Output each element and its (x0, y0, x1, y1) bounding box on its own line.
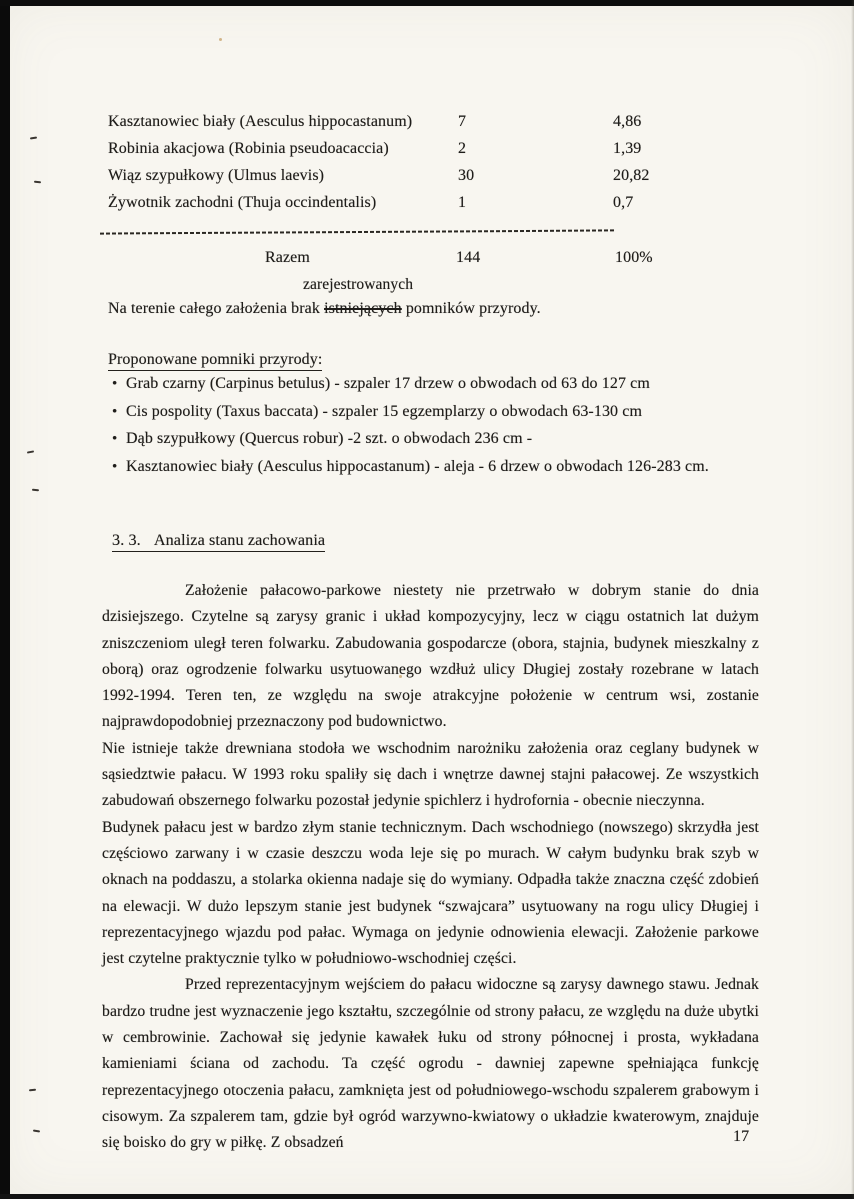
margin-mark (33, 1130, 40, 1133)
proposed-monuments-heading: Proponowane pomniki przyrody: (108, 351, 322, 371)
margin-mark (34, 181, 41, 184)
species-name: Robinia akacjowa (Robinia pseudoacaccia) (108, 140, 389, 157)
section-title: Analiza stanu zachowania (153, 531, 326, 549)
bullet-icon: • (112, 431, 118, 448)
list-item-text: Dąb szypułkowy (Quercus robur) -2 szt. o obwodach 236 cm - (126, 430, 533, 448)
margin-mark (30, 137, 37, 140)
registered-note-sentence (108, 300, 541, 318)
section-number: 3. 3. (112, 531, 141, 549)
margin-mark (29, 1089, 36, 1092)
bullet-icon: • (112, 376, 118, 392)
total-percent: 100% (615, 249, 653, 266)
table-row (108, 167, 728, 194)
strikethrough-word: istniejących (324, 300, 402, 317)
species-percent: 4,86 (613, 113, 642, 130)
bullet-icon: • (112, 403, 118, 420)
species-table (108, 113, 728, 221)
inserted-correction-word: zarejestrowanych (303, 276, 414, 293)
list-item-text: Cis pospolity (Taxus baccata) - szpaler 15 egzemplarzy o obwodach 63-130 cm (126, 402, 642, 420)
list-item (112, 403, 772, 431)
list-item-text: Kasztanowiec biały (Aesculus hippocastanum) - aleja - 6 drzew o obwodach 126-283 cm. (126, 457, 709, 475)
species-name: Kasztanowiec biały (Aesculus hippocastanum) (108, 113, 413, 130)
species-count: 7 (458, 113, 467, 130)
section-heading (112, 531, 325, 552)
margin-mark (27, 450, 34, 453)
section-body (102, 578, 759, 1157)
species-percent: 0,7 (613, 194, 634, 211)
paragraph: Budynek pałacu jest w bardzo złym stanie technicznym. Dach wschodniego (nowszego) skrzydła jest częściowo zarwany i w czasie deszczu woda leje się po murach. W całym budynku brak szyb w oknach na poddaszu, a stolarka okienna nadaje się do wymiany. Odpadła także znaczna część zdobień na elewacji. W dużo lepszym stanie jest budynek “szwajcara” usytuowany na rogu ulicy Długiej i reprezentacyjnego wjazdu pod pałac. Wymaga on jedynie odnowienia elewacji. Założenie parkowe jest czytelne praktycznie tylko w południowo-wschodniej części. (102, 818, 759, 968)
scan-edge-top (0, 0, 854, 6)
list-item (112, 458, 772, 486)
paragraph: Nie istnieje także drewniana stodoła we wschodnim narożniku założenia oraz ceglany budynek w sąsiedztwie pałacu. W 1993 roku spaliły się dach i wnętrze dawnej stajni pałacowej. Ze wszystkich zabudowań obszernego folwarku pozostał jedynie spichlerz i hydrofornia - obecnie nieczynna. (102, 739, 759, 810)
total-count: 144 (456, 249, 481, 266)
species-name: Wiąz szypułkowy (Ulmus laevis) (108, 167, 325, 184)
table-row (108, 113, 728, 140)
species-name: Żywotnik zachodni (Thuja occindentalis) (108, 194, 377, 211)
table-row (108, 194, 728, 221)
bullet-icon: • (112, 458, 118, 475)
dashed-separator (100, 229, 614, 234)
total-label: Razem (265, 249, 310, 266)
species-count: 2 (458, 140, 467, 157)
paragraph: Przed reprezentacyjnym wejściem do pałacu widoczne są zarysy dawnego stawu. Jednak bardzo trudne jest wyznaczenie jego kształtu, szczególnie od strony pałacu, ze względu na duże ubytki w cembrowinie. Zachował się jedynie kawałek łuku od strony północnej i prosta, wykładana kamieniami ściana od zachodu. Ta część ogrodu - dawniej zapewne spełniająca funkcję reprezentacyjnego otoczenia pałacu, zamknięta jest od południowego-wschodu szpalerem grabowym i cisowym. Za szpalerem tam, gdzie był ogród warzywno-kwiatowy o układzie kwaterowym, znajduje się boisko do gry w piłkę. Z obsadzeń (102, 976, 759, 1152)
paragraph: Założenie pałacowo-parkowe niestety nie przetrwało w dobrym stanie do dnia dzisiejszego. Czytelne są zarysy granic i układ kompozycyjny, lecz w ciągu ostatnich lat dużym zniszczeniom uległ teren folwarku. Zabudowania gospodarcze (obora, stajnia, budynek mieszkalny z oborą) oraz ogrodzenie folwarku usytuowanego wzdłuż ulicy Długiej zostały rozebrane w latach 1992-1994. Teren ten, ze względu na swoje atrakcyjne położenie w centrum wsi, zostanie najprawdopodobniej przeznaczony pod budownictwo. (102, 582, 759, 731)
species-count: 30 (458, 167, 475, 184)
list-item-text: Grab czarny (Carpinus betulus) - szpaler 17 drzew o obwodach od 63 do 127 cm (126, 375, 650, 392)
species-percent: 1,39 (613, 140, 642, 157)
list-item (112, 375, 772, 403)
table-row (108, 140, 728, 167)
page-number: 17 (733, 1128, 750, 1145)
scan-edge-left (0, 0, 10, 1199)
list-item (112, 430, 772, 458)
table-total-row (108, 249, 728, 276)
scan-edge-bottom (0, 1194, 854, 1199)
scan-speck (219, 38, 222, 41)
species-percent: 20,82 (613, 167, 650, 184)
note-text-before: Na terenie całego założenia brak (108, 300, 320, 317)
margin-mark (32, 489, 39, 492)
proposed-monuments-list (112, 375, 772, 485)
note-text-after: pomników przyrody. (405, 300, 541, 317)
species-count: 1 (458, 194, 467, 211)
